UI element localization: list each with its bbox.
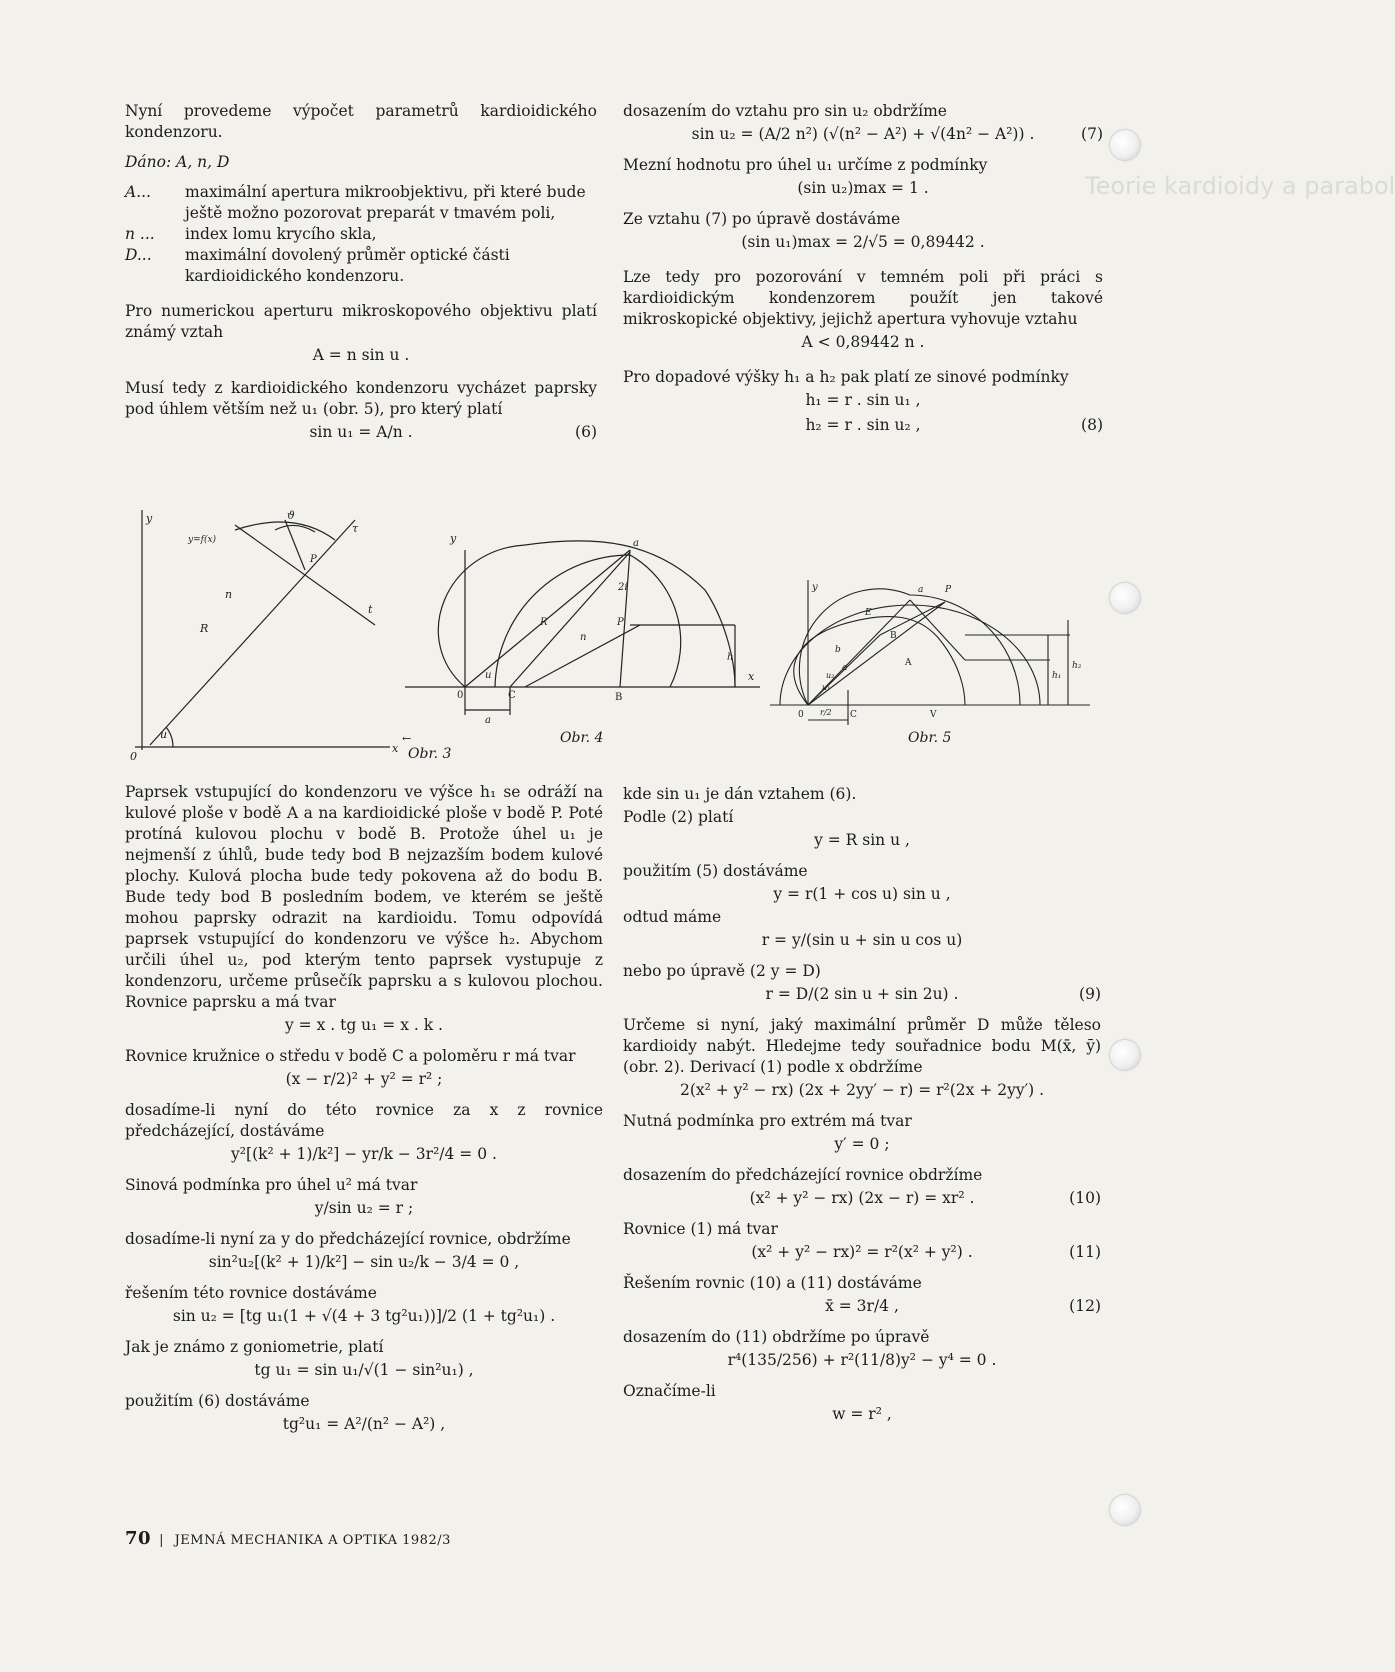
fig5-label-B: B <box>890 631 897 641</box>
left-column-bottom <box>125 782 603 1445</box>
figure-5 <box>770 580 1100 730</box>
footer-divider: | <box>159 1533 164 1548</box>
equation-rb-a: y = R sin u , <box>814 831 910 849</box>
paragraph-r5: Pro dopadové výšky h₁ a h₂ pak platí ze sinové podmínky <box>623 368 1069 386</box>
paragraph-lb1: Paprsek vstupující do kondenzoru ve výšce h₁ se odráží na kulové ploše v bodě A a na kardioidické ploše v bodě P. Poté protíná kulovou plochu v bodě B. Protože úhel u₁ je nejmenší z úhlů, bude tedy bod B nejzazším bodem kulové plochy. Kulová plocha bude tedy pokovena až do bodu B. Bude tedy bod B posledním bodem, ve kterém se ještě mohou paprsky odrazit na kardioidu. Tomu odpovídá paprsek vstupující do kondenzoru ve výšce h₂. Abychom určili úhel u₂, pod kterým tento paprsek vystupuje z kondenzoru, určeme průsečík paprsku a s kulovou plochou. Rovnice paprsku a má tvar <box>125 783 603 1011</box>
equation-8a: h₁ = r . sin u₁ , <box>805 391 921 409</box>
paragraph-r3: Ze vztahu (7) po úpravě dostáváme <box>623 210 901 228</box>
paragraph-lb3: dosadíme-li nyní do této rovnice za x z rovnice předcházející, dostáváme <box>125 1101 603 1140</box>
figure-4 <box>405 530 765 735</box>
fig5-label-h2: h₂ <box>1072 661 1082 671</box>
equation-final: r⁴(135/256) + r²(11/8)y² − y⁴ = 0 . <box>727 1351 997 1369</box>
paragraph-aperture: Pro numerickou aperturu mikroskopového objektivu platí známý vztah <box>125 302 597 341</box>
paragraph-lb5: dosadíme-li nyní za y do předcházející rovnice, obdržíme <box>125 1230 571 1248</box>
definition-n: n ... index lomu krycího skla, <box>125 225 377 243</box>
fig3-label-curve: y=f(x) <box>188 535 217 545</box>
fig4-label-O: 0 <box>457 690 464 701</box>
equation-11: (x² + y² − rx)² = r²(x² + y²) . (11) <box>751 1243 1101 1261</box>
equation-tg: tg u₁ = sin u₁/√(1 − sin²u₁) , <box>254 1361 474 1379</box>
fig5-label-O: 0 <box>798 710 804 720</box>
equation-aperture: A = n sin u . <box>312 346 410 364</box>
paragraph-lb4: Sinová podmínka pro úhel u² má tvar <box>125 1176 418 1194</box>
page-footer <box>125 1528 451 1551</box>
punch-hole-bottom <box>1110 1495 1140 1525</box>
equation-ray: y = x . tg u₁ = x . k . <box>284 1016 443 1034</box>
fig4-label-x: x <box>748 670 755 683</box>
equation-derivative: 2(x² + y² − rx) (2x + 2yy′ − r) = r²(2x + 2yy′) . <box>679 1081 1045 1099</box>
fig5-label-r2: r/2 <box>820 708 832 717</box>
paragraph-rb12: Označíme-li <box>623 1382 716 1400</box>
equation-sub: y²[(k² + 1)/k²] − yr/k − 3r²/4 = 0 . <box>231 1145 497 1163</box>
paragraph-rb5: nebo po úpravě (2 y = D) <box>623 962 821 980</box>
fig5-label-h1: h₁ <box>1052 671 1062 681</box>
fig4-label-a-dim: a <box>485 715 491 726</box>
equation-circle: (x − r/2)² + y² = r² ; <box>285 1070 443 1088</box>
equation-sub2: sin²u₂[(k² + 1)/k²] − sin u₂/k − 3/4 = 0 , <box>208 1253 520 1271</box>
equation-solution: sin u₂ = [tg u₁(1 + √(4 + 3 tg²u₁))]/2 (1 + tg²u₁) . <box>172 1307 556 1325</box>
paragraph-rb10: Řešením rovnic (10) a (11) dostáváme <box>623 1274 922 1292</box>
paragraph-lb8: použitím (6) dostáváme <box>125 1392 310 1410</box>
fig3-label-x: x <box>392 742 399 755</box>
fig3-label-tau: τ <box>352 522 359 535</box>
definitions-list <box>125 182 597 287</box>
fig5-label-A: A <box>905 658 912 668</box>
paragraph-r2: Mezní hodnotu pro úhel u₁ určíme z podmínky <box>623 156 988 174</box>
left-column-top <box>125 101 597 453</box>
punch-hole-lower <box>1110 1040 1140 1070</box>
paragraph-r4: Lze tedy pro pozorování v temném poli při práci s kardioidickým kondenzorem použít jen takové mikroskopické objektivy, jejichž apertura vyhovuje vztahu <box>623 268 1103 328</box>
fig4-label-y: y <box>450 532 457 545</box>
equation-10: (x² + y² − rx) (2x − r) = xr² . (10) <box>749 1189 1101 1207</box>
punch-hole-middle <box>1110 583 1140 613</box>
figure-3-caption: Obr. 3 <box>408 746 452 762</box>
fig3-label-R: R <box>200 622 209 635</box>
fig4-label-P: P <box>617 617 624 628</box>
fig4-label-R: R <box>540 617 548 628</box>
fig3-label-P: P <box>310 554 317 565</box>
fig5-label-a: a <box>918 585 924 595</box>
equation-rb-b: y = r(1 + cos u) sin u , <box>773 885 951 903</box>
paragraph-lb2: Rovnice kružnice o středu v bodě C a poloměru r má tvar <box>125 1047 576 1065</box>
fig5-label-P: P <box>945 585 952 595</box>
right-column-top <box>623 101 1103 446</box>
equation-result: (sin u₁)max = 2/√5 = 0,89442 . <box>741 233 985 251</box>
definition-D: D... maximální dovolený průměr optické části kardioidického kondenzoru. <box>125 246 510 285</box>
paragraph-rb2: Podle (2) platí <box>623 808 734 826</box>
right-column-bottom <box>623 784 1101 1435</box>
paragraph-lb7: Jak je známo z goniometrie, platí <box>125 1338 384 1356</box>
fig3-label-theta: ϑ <box>287 509 295 522</box>
fig4-label-B: B <box>615 692 623 703</box>
equation-rb-c: r = y/(sin u + sin u cos u) <box>761 931 963 949</box>
fig5-label-E: E <box>865 608 872 618</box>
fig4-label-C: C <box>508 690 516 701</box>
equation-tg2: tg²u₁ = A²/(n² − A²) , <box>282 1415 446 1433</box>
fig5-label-y: y <box>812 582 818 593</box>
paragraph-rays: Musí tedy z kardioidického kondenzoru vycházet paprsky pod úhlem větším než u₁ (obr. 5), pro který platí <box>125 379 597 418</box>
journal-name: JEMNÁ MECHANIKA A OPTIKA 1982/3 <box>174 1533 451 1548</box>
fig4-label-u: u <box>485 670 492 681</box>
equation-sine: y/sin u₂ = r ; <box>314 1199 414 1217</box>
equation-extreme: y′ = 0 ; <box>834 1135 890 1153</box>
fig3-label-n: n <box>225 588 233 601</box>
fig5-label-V: V <box>930 710 937 720</box>
equation-9: r = D/(2 sin u + sin 2u) . (9) <box>765 985 1101 1003</box>
equation-8b: h₂ = r . sin u₂ , (8) <box>805 416 1103 434</box>
definition-A: A... maximální apertura mikroobjektivu, při které bude ještě možno pozorovat preparát v tmavém poli, <box>125 183 586 222</box>
fig5-label-a2: a <box>842 663 848 673</box>
fig4-label-2i: 2i <box>618 582 628 593</box>
fig4-label-n: n <box>580 632 587 643</box>
fig5-label-C: C <box>850 710 857 720</box>
bleed-through-text: Teorie kardioidy a parabol <box>1085 172 1395 200</box>
fig3-label-arrow: ← <box>402 732 412 745</box>
fig4-label-a: a <box>633 538 639 549</box>
paragraph-lb6: řešením této rovnice dostáváme <box>125 1284 377 1302</box>
paragraph-rb3: použitím (5) dostáváme <box>623 862 808 880</box>
figure-4-caption: Obr. 4 <box>560 730 604 746</box>
equation-lt: A < 0,89442 n . <box>801 333 925 351</box>
fig3-label-t: t <box>368 603 373 616</box>
paragraph-rb6: Určeme si nyní, jaký maximální průměr D může těleso kardioidy nabýt. Hledejme tedy souřadnice bodu M(x̄, ȳ) (obr. 2). Derivací (1) podle x obdržíme <box>623 1016 1101 1076</box>
paragraph-r1: dosazením do vztahu pro sin u₂ obdržíme <box>623 102 947 120</box>
fig3-label-u: u <box>160 728 168 741</box>
paragraph-rb7: Nutná podmínka pro extrém má tvar <box>623 1112 912 1130</box>
fig5-label-b: b <box>835 645 841 655</box>
figure-3 <box>130 510 420 770</box>
equation-w: w = r² , <box>832 1405 892 1423</box>
paragraph-rb8: dosazením do předcházející rovnice obdržíme <box>623 1166 983 1184</box>
equation-max: (sin u₂)max = 1 . <box>797 179 929 197</box>
equation-12: x̄ = 3r/4 , (12) <box>825 1297 1101 1315</box>
paragraph-intro: Nyní provedeme výpočet parametrů kardioidického kondenzoru. <box>125 102 597 141</box>
given-line: Dáno: A, n, D <box>125 153 230 171</box>
figure-5-caption: Obr. 5 <box>908 730 952 746</box>
fig3-label-y: y <box>146 512 153 525</box>
equation-6: sin u₁ = A/n . (6) <box>309 423 597 441</box>
paragraph-rb4: odtud máme <box>623 908 722 926</box>
page-number: 70 <box>125 1528 152 1549</box>
fig3-label-origin: 0 <box>130 750 137 763</box>
paragraph-rb1: kde sin u₁ je dán vztahem (6). <box>623 785 857 803</box>
fig5-label-u2: u₂ <box>826 671 835 680</box>
equation-7: sin u₂ = (A/2 n²) (√(n² − A²) + √(4n² − A²)) . (7) <box>691 125 1103 143</box>
paragraph-rb11: dosazením do (11) obdržíme po úpravě <box>623 1328 930 1346</box>
paragraph-rb9: Rovnice (1) má tvar <box>623 1220 778 1238</box>
fig4-label-h: h <box>727 652 734 663</box>
punch-hole-top <box>1110 130 1140 160</box>
fig5-label-u1: u₁ <box>822 683 831 692</box>
